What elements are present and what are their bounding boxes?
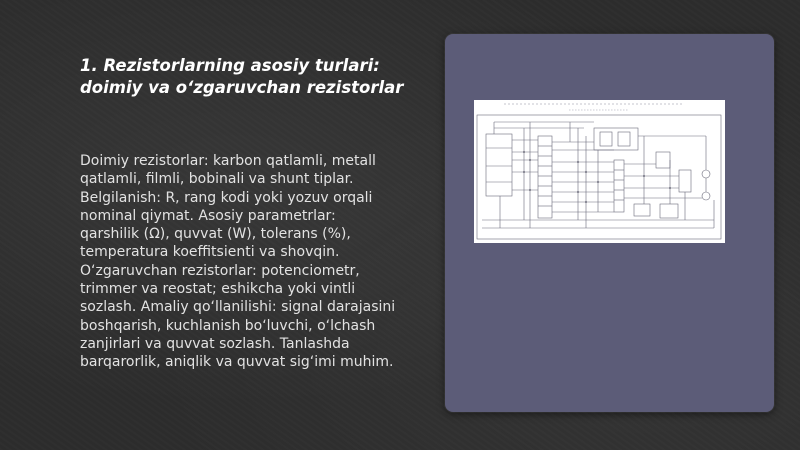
- body-line: qatlamli, filmli, bobinali va shunt tiplar.: [80, 171, 354, 188]
- circuit-schematic-image: [474, 100, 725, 243]
- slide-title: [80, 55, 410, 99]
- body-line: temperatura koeffitsienti va shovqin.: [80, 244, 340, 261]
- body-line: Doimiy rezistorlar: karbon qatlamli, metall: [80, 153, 376, 169]
- slide-body: [80, 152, 425, 372]
- body-line: nominal qiymat. Asosiy parametrlar:: [80, 207, 336, 224]
- title-line: doimiy va o‘zgaruvchan rezistorlar: [80, 78, 404, 97]
- body-line: Belgilanish: R, rang kodi yoki yozuv orqali: [80, 189, 373, 206]
- body-line: trimmer va reostat; eshikcha yoki vintli: [80, 281, 356, 298]
- body-line: qarshilik (Ω), quvvat (W), tolerans (%),: [80, 226, 351, 243]
- body-line: sozlash. Amaliy qo‘llanilishi: signal darajasini: [80, 299, 396, 316]
- title-line: 1. Rezistorlarning asosiy turlari:: [80, 56, 380, 75]
- body-line: barqarorlik, aniqlik va quvvat sig‘imi muhim.: [80, 354, 394, 371]
- body-line: O‘zgaruvchan rezistorlar: potenciometr,: [80, 262, 360, 279]
- body-line: boshqarish, kuchlanish bo‘luvchi, o‘lchash: [80, 317, 376, 334]
- body-line: zanjirlari va quvvat sozlash. Tanlashda: [80, 335, 350, 352]
